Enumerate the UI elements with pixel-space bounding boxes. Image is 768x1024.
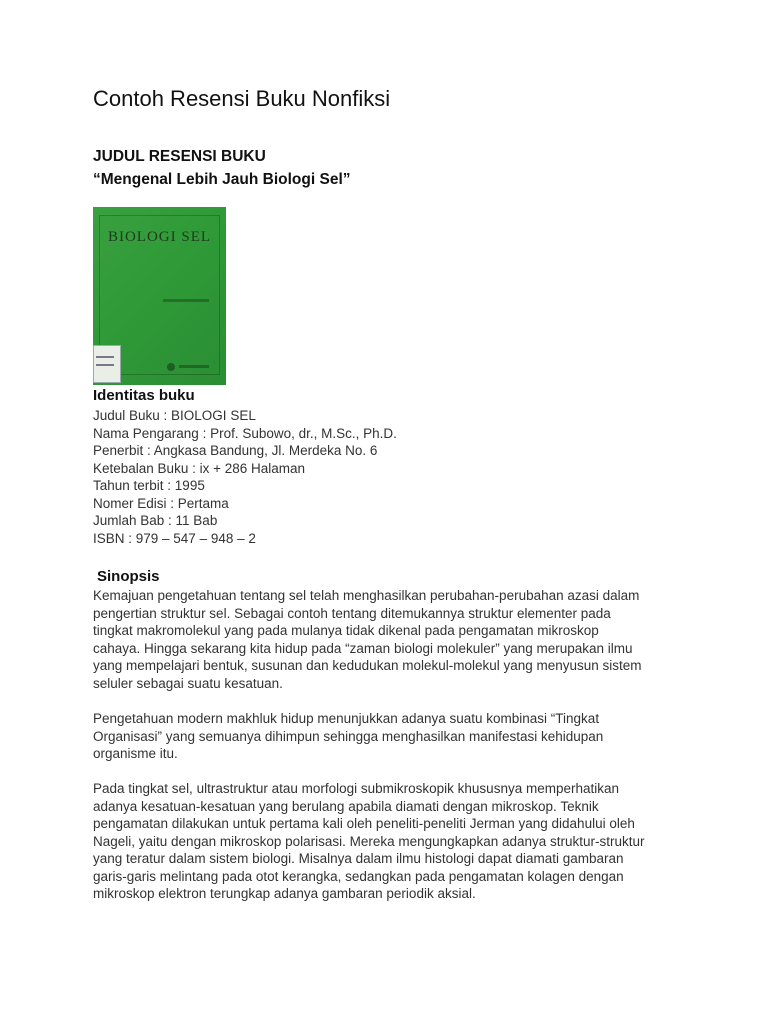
book-cover-image [93,207,226,385]
paragraph-line: Pada tingkat sel, ultrastruktur atau morfologi submikroskopik khususnya memperhatikan [93,781,619,796]
paragraph-line: cahaya. Hingga sekarang kita hidup pada “zaman biologi molekuler” yang merupakan ilmu [93,640,633,656]
paragraph-line: tingkat makromolekul yang pada mulanya tidak dikenal pada pengamatan mikroskop [93,623,599,638]
synopsis-paragraph-2 [93,710,693,763]
paragraph-line: pengertian struktur sel. Sebagai contoh tentang ditemukannya struktur elementer pada [93,605,611,621]
review-heading: JUDUL RESENSI BUKU [93,148,266,165]
paragraph-line: adanya kesatuan-kesatuan yang berulang apabila diamati dengan mikroskop. Teknik [93,798,599,814]
identity-item: Judul Buku : BIOLOGI SEL [93,408,256,423]
library-sticker [93,345,121,383]
paragraph-line: Nageli, yaitu dengan mikroskop polarisasi. Mereka mengungkapkan adanya struktur-struktur [93,833,645,849]
identity-item: Penerbit : Angkasa Bandung, Jl. Merdeka No. 6 [93,443,378,458]
review-title: “Mengenal Lebih Jauh Biologi Sel” [93,171,351,188]
identity-item: Jumlah Bab : 11 Bab [93,513,218,528]
synopsis-heading: Sinopsis [97,568,160,585]
paragraph-line: Organisasi” yang semuanya dihimpun sehingga menghasilkan manifestasi kehidupan [93,728,604,744]
identity-list [93,407,397,547]
identity-item: Nomer Edisi : Pertama [93,495,229,511]
paragraph-line: yang mempelajari bentuk, susunan dan kedudukan molekul-molekul yang menyusun sistem [93,658,642,673]
identity-item: Nama Pengarang : Prof. Subowo, dr., M.Sc., Ph.D. [93,425,397,441]
cover-publisher-line [179,365,209,368]
identity-heading: Identitas buku [93,387,195,404]
review-header [93,145,351,191]
paragraph-line: Pengetahuan modern makhluk hidup menunjukkan adanya suatu kombinasi “Tingkat [93,711,600,726]
synopsis-paragraph-3 [93,780,693,903]
identity-item: Ketebalan Buku : ix + 286 Halaman [93,460,306,476]
cover-title: BIOLOGI SEL [107,229,212,245]
paragraph-line: garis-garis melintang pada otot kerangka, sedangkan pada pengamatan kolagen dengan [93,868,624,884]
paragraph-line: Kemajuan pengetahuan tentang sel telah menghasilkan perubahan-perubahan azasi dalam [93,588,640,603]
paragraph-line: yang teratur dalam sistem biologi. Misalnya dalam ilmu histologi dapat diamati gambaran [93,851,624,866]
synopsis-paragraph-1 [93,587,693,692]
publisher-logo-icon [167,363,175,371]
paragraph-line: pengamatan dilakukan untuk pertama kali oleh peneliti-peneliti Jerman yang didahului oleh [93,816,635,831]
paragraph-line: mikroskop elektron terungkap adanya gambaran periodik aksial. [93,886,476,901]
identity-item: ISBN : 979 – 547 – 948 – 2 [93,530,256,546]
identity-item: Tahun terbit : 1995 [93,478,205,493]
paragraph-line: organisme itu. [93,746,178,761]
page-title: Contoh Resensi Buku Nonfiksi [93,86,391,111]
cover-author-line [163,299,209,302]
paragraph-line: seluler sebagai suatu kesatuan. [93,675,283,691]
